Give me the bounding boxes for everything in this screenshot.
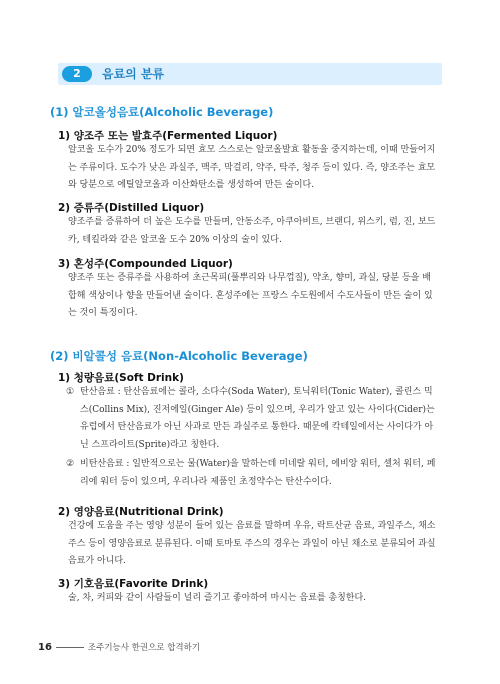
footer-rule xyxy=(56,647,84,648)
page-number: 16 xyxy=(38,642,52,653)
subheading-favorite: 3) 기호음료(Favorite Drink) xyxy=(58,578,209,590)
subheading-compounded: 3) 혼성주(Compounded Liquor) xyxy=(58,258,233,270)
list-marker: ① xyxy=(66,387,75,397)
subheading-distilled: 2) 증류주(Distilled Liquor) xyxy=(58,202,205,214)
subheading-nutritional: 2) 영양음료(Nutritional Drink) xyxy=(58,506,224,518)
paragraph-distilled: 양조주를 증류하여 더 높은 도수를 만들며, 안동소주, 아쿠아비트, 브랜디, 위스키, 럼, 진, 보드카, 테킬라와 같은 알코올 도수 20% 이상의 술이 있다. xyxy=(68,217,436,245)
section-header-title: 음료의 분류 xyxy=(102,67,165,81)
list-item-text: 탄산음료 : 탄산음료에는 콜라, 소다수(Soda Water), 토닉워터(Tonic Water), 콜린스 믹스(Collins Mix), 진저에일(Ginger Ale) 등이 있으며, 우리가 알고 있는 사이다(Cider)는 유럽에서 탄산음료가 아닌 사과로 만든 과실주로 통한다. 때문에 칵테일에서는 사이다가 아닌 스프라이트(Sprite)라고 칭한다. xyxy=(80,387,435,450)
paragraph-favorite: 술, 차, 커피와 같이 사람들이 널리 즐기고 좋아하여 마시는 음료를 총칭한다. xyxy=(68,593,367,603)
book-title: 조주기능사 한권으로 합격하기 xyxy=(87,643,201,653)
section-number-badge: 2 xyxy=(62,66,92,82)
list-marker: ② xyxy=(66,459,75,469)
section-title-alcoholic: (1) 알코올성음료(Alcoholic Beverage) xyxy=(50,105,274,119)
paragraph-nutritional: 건강에 도움을 주는 영양 성분이 들어 있는 음료를 말하며 우유, 락트산균 음료, 과일주스, 채소주스 등이 영양음료로 분류된다. 이때 토마토 주스의 경우는 과일이 아닌 채소로 분류되어 과실음료가 아니다. xyxy=(68,521,436,567)
paragraph-fermented: 알코올 도수가 20% 정도가 되면 효모 스스로는 알코올발효 활동을 중지하는데, 이때 만들어지는 주류이다. 도수가 낮은 과실주, 맥주, 막걸리, 약주, 탁주, 청주 등이 있다. 즉, 양조주는 효모와 당분으로 에틸알코올과 이산화탄소를 생성하여 만든 술이다. xyxy=(68,145,436,191)
paragraph-compounded: 양조주 또는 증류주를 사용하여 초근목피(풀뿌리와 나무껍질), 약초, 향미, 과실, 당분 등을 배합해 색상이나 향을 만들어낸 술이다. 혼성주에는 프랑스 수도원에서 수도사들이 만든 술이 있는 것이 특징이다. xyxy=(68,273,433,319)
page-footer xyxy=(38,641,200,653)
list-item-text: 비탄산음료 : 일반적으로는 물(Water)을 말하는데 미네랄 워터, 에비앙 워터, 셀처 워터, 페리에 워터 등이 있으며, 우리나라 제품인 초정약수는 탄산수이다. xyxy=(80,459,436,487)
subheading-fermented: 1) 양조주 또는 발효주(Fermented Liquor) xyxy=(58,130,278,142)
subheading-soft-drink: 1) 청량음료(Soft Drink) xyxy=(58,372,184,384)
section-header-band xyxy=(58,63,442,85)
section-title-non-alcoholic: (2) 비알콜성 음료(Non-Alcoholic Beverage) xyxy=(50,349,308,363)
